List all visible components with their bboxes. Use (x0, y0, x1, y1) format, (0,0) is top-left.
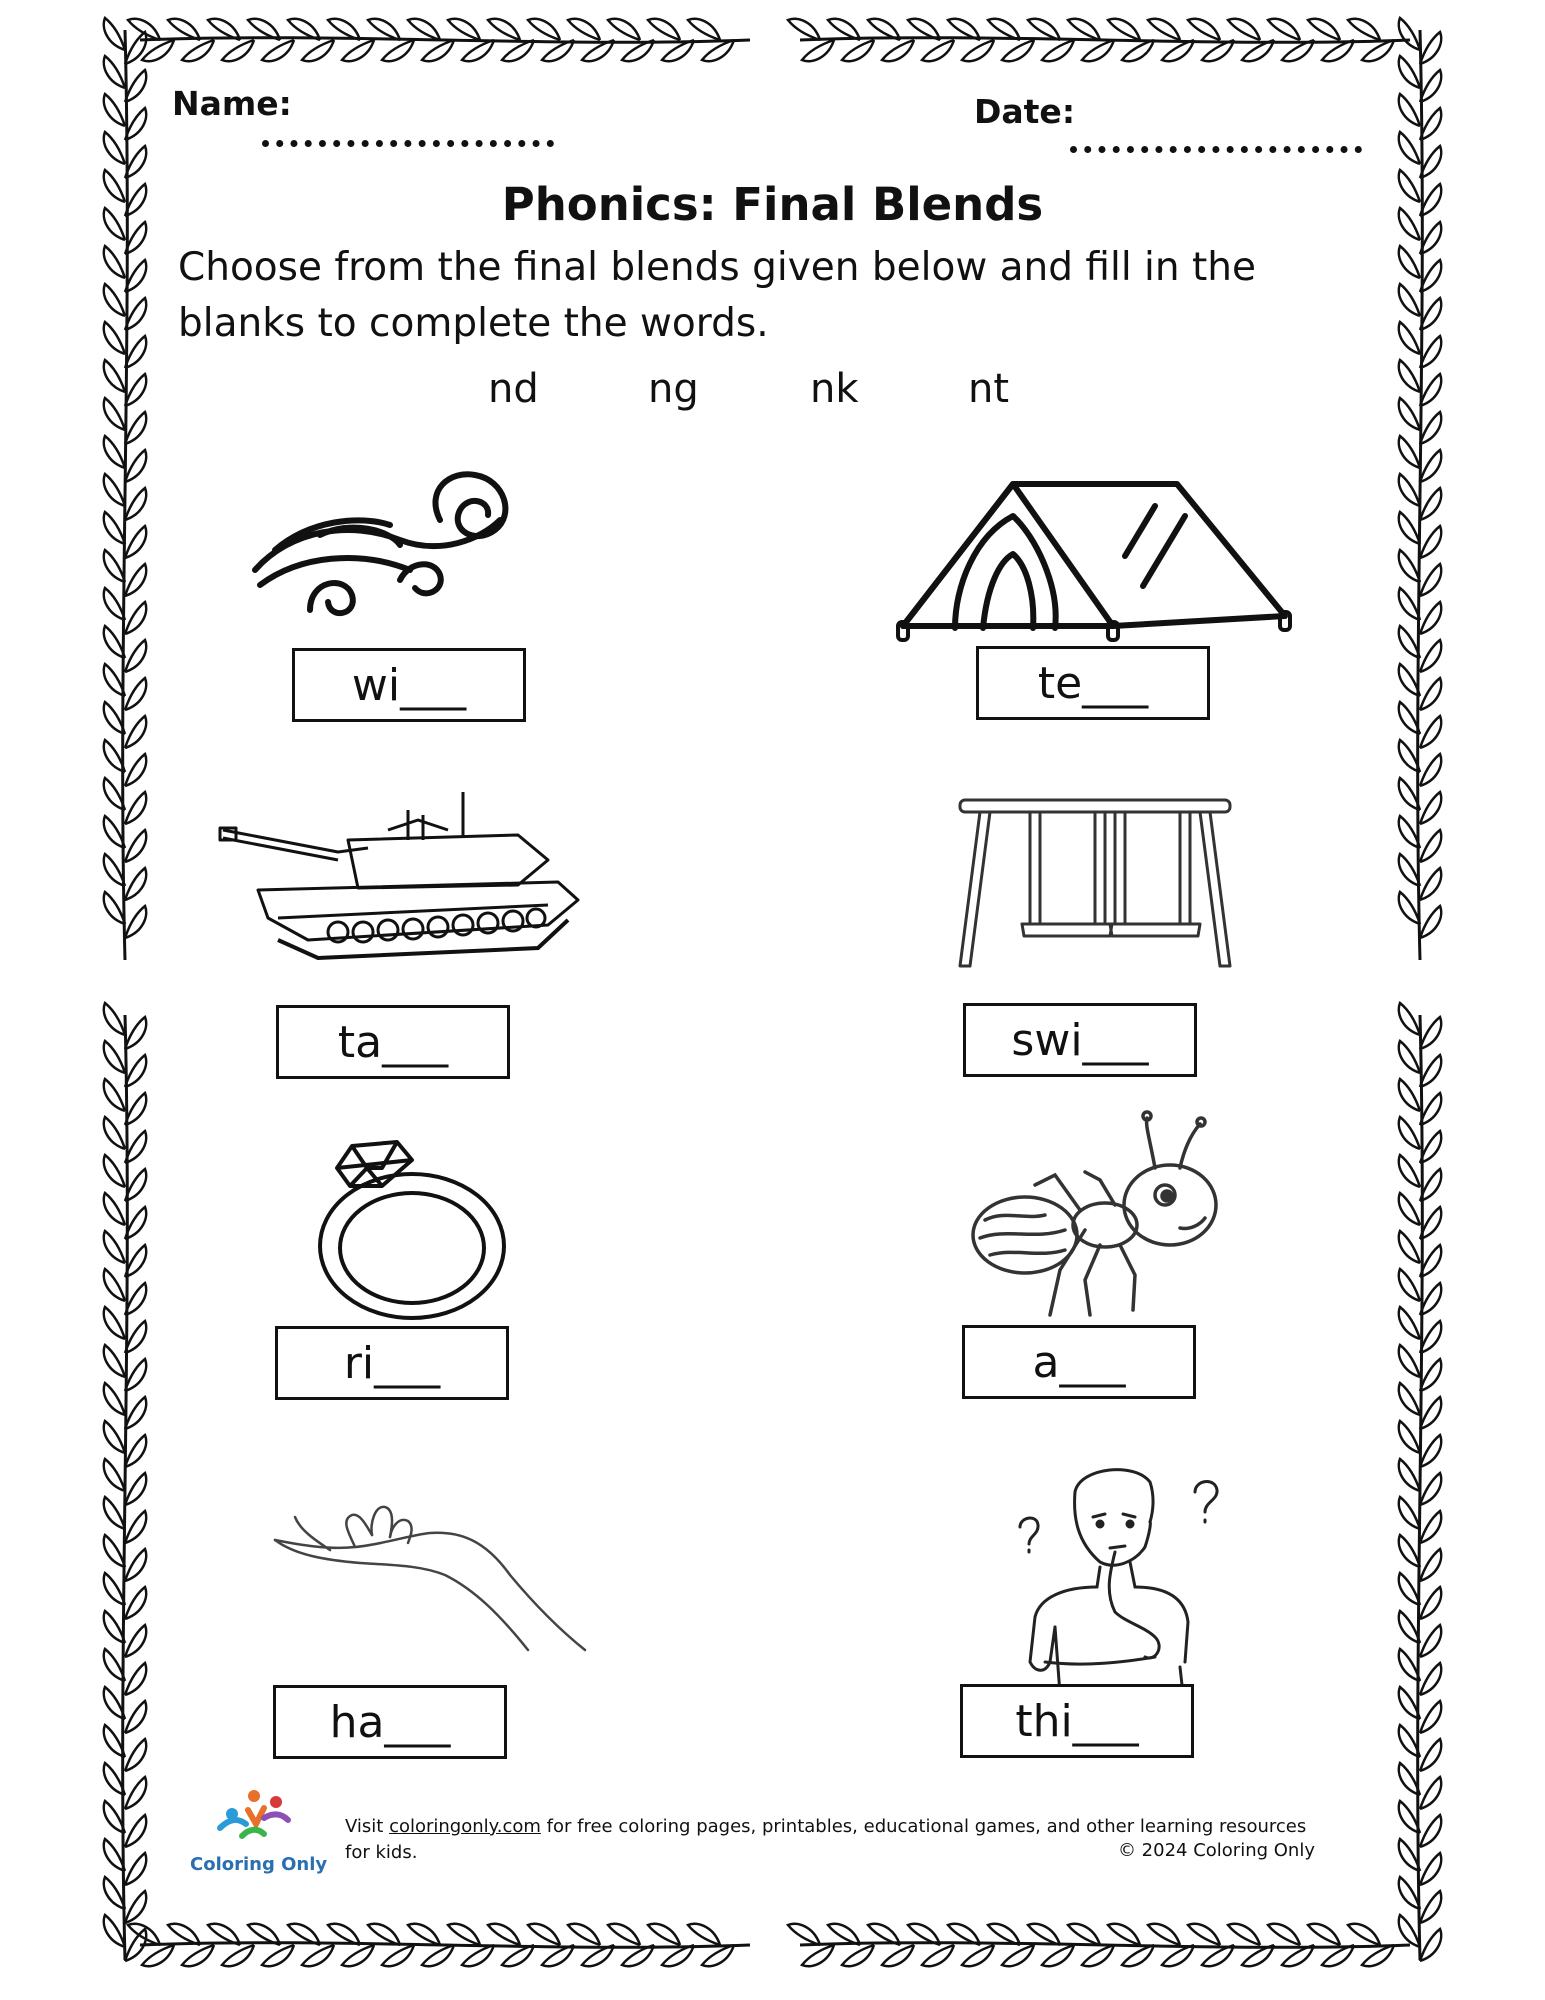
footer-visit-suffix: for free coloring pages, printables, educational games, and other learning resources for kids. (345, 1816, 1307, 1863)
tank-icon (218, 790, 588, 970)
swing-icon (950, 796, 1240, 972)
thinking-boy-icon (1005, 1462, 1245, 1694)
blend-option: nt (968, 366, 1010, 412)
answer-box-tent[interactable]: te___ (976, 646, 1210, 720)
name-label: Name: (172, 84, 292, 123)
ant-icon (965, 1110, 1225, 1320)
name-line[interactable] (262, 140, 554, 147)
blend-option: nd (488, 366, 539, 412)
answer-box-tank[interactable]: ta___ (276, 1005, 510, 1079)
answer-box-wind[interactable]: wi___ (292, 648, 526, 722)
answer-box-ant[interactable]: a___ (962, 1325, 1196, 1399)
answer-box-think[interactable]: thi___ (960, 1684, 1194, 1758)
date-line[interactable] (1070, 146, 1362, 153)
logo-text: Coloring Only (190, 1854, 328, 1875)
answer-box-ring[interactable]: ri___ (275, 1326, 509, 1400)
ring-icon (312, 1138, 512, 1323)
coloring-only-logo (216, 1784, 292, 1848)
blend-option: nk (810, 366, 859, 412)
blend-option: ng (648, 366, 699, 412)
answer-box-hand[interactable]: ha___ (273, 1685, 507, 1759)
wind-icon (250, 460, 540, 630)
date-label: Date: (974, 92, 1076, 131)
instructions: Choose from the final blends given below and fill in the blanks to complete the words. (178, 245, 1257, 346)
answer-box-swing[interactable]: swi___ (963, 1003, 1197, 1077)
footer-link[interactable]: coloringonly.com (389, 1816, 541, 1837)
hand-icon (270, 1495, 590, 1655)
tent-icon (895, 476, 1295, 651)
copyright: © 2024 Coloring Only (1117, 1840, 1315, 1861)
footer-visit-prefix: Visit (345, 1816, 390, 1837)
page-title: Phonics: Final Blends (501, 178, 1044, 231)
